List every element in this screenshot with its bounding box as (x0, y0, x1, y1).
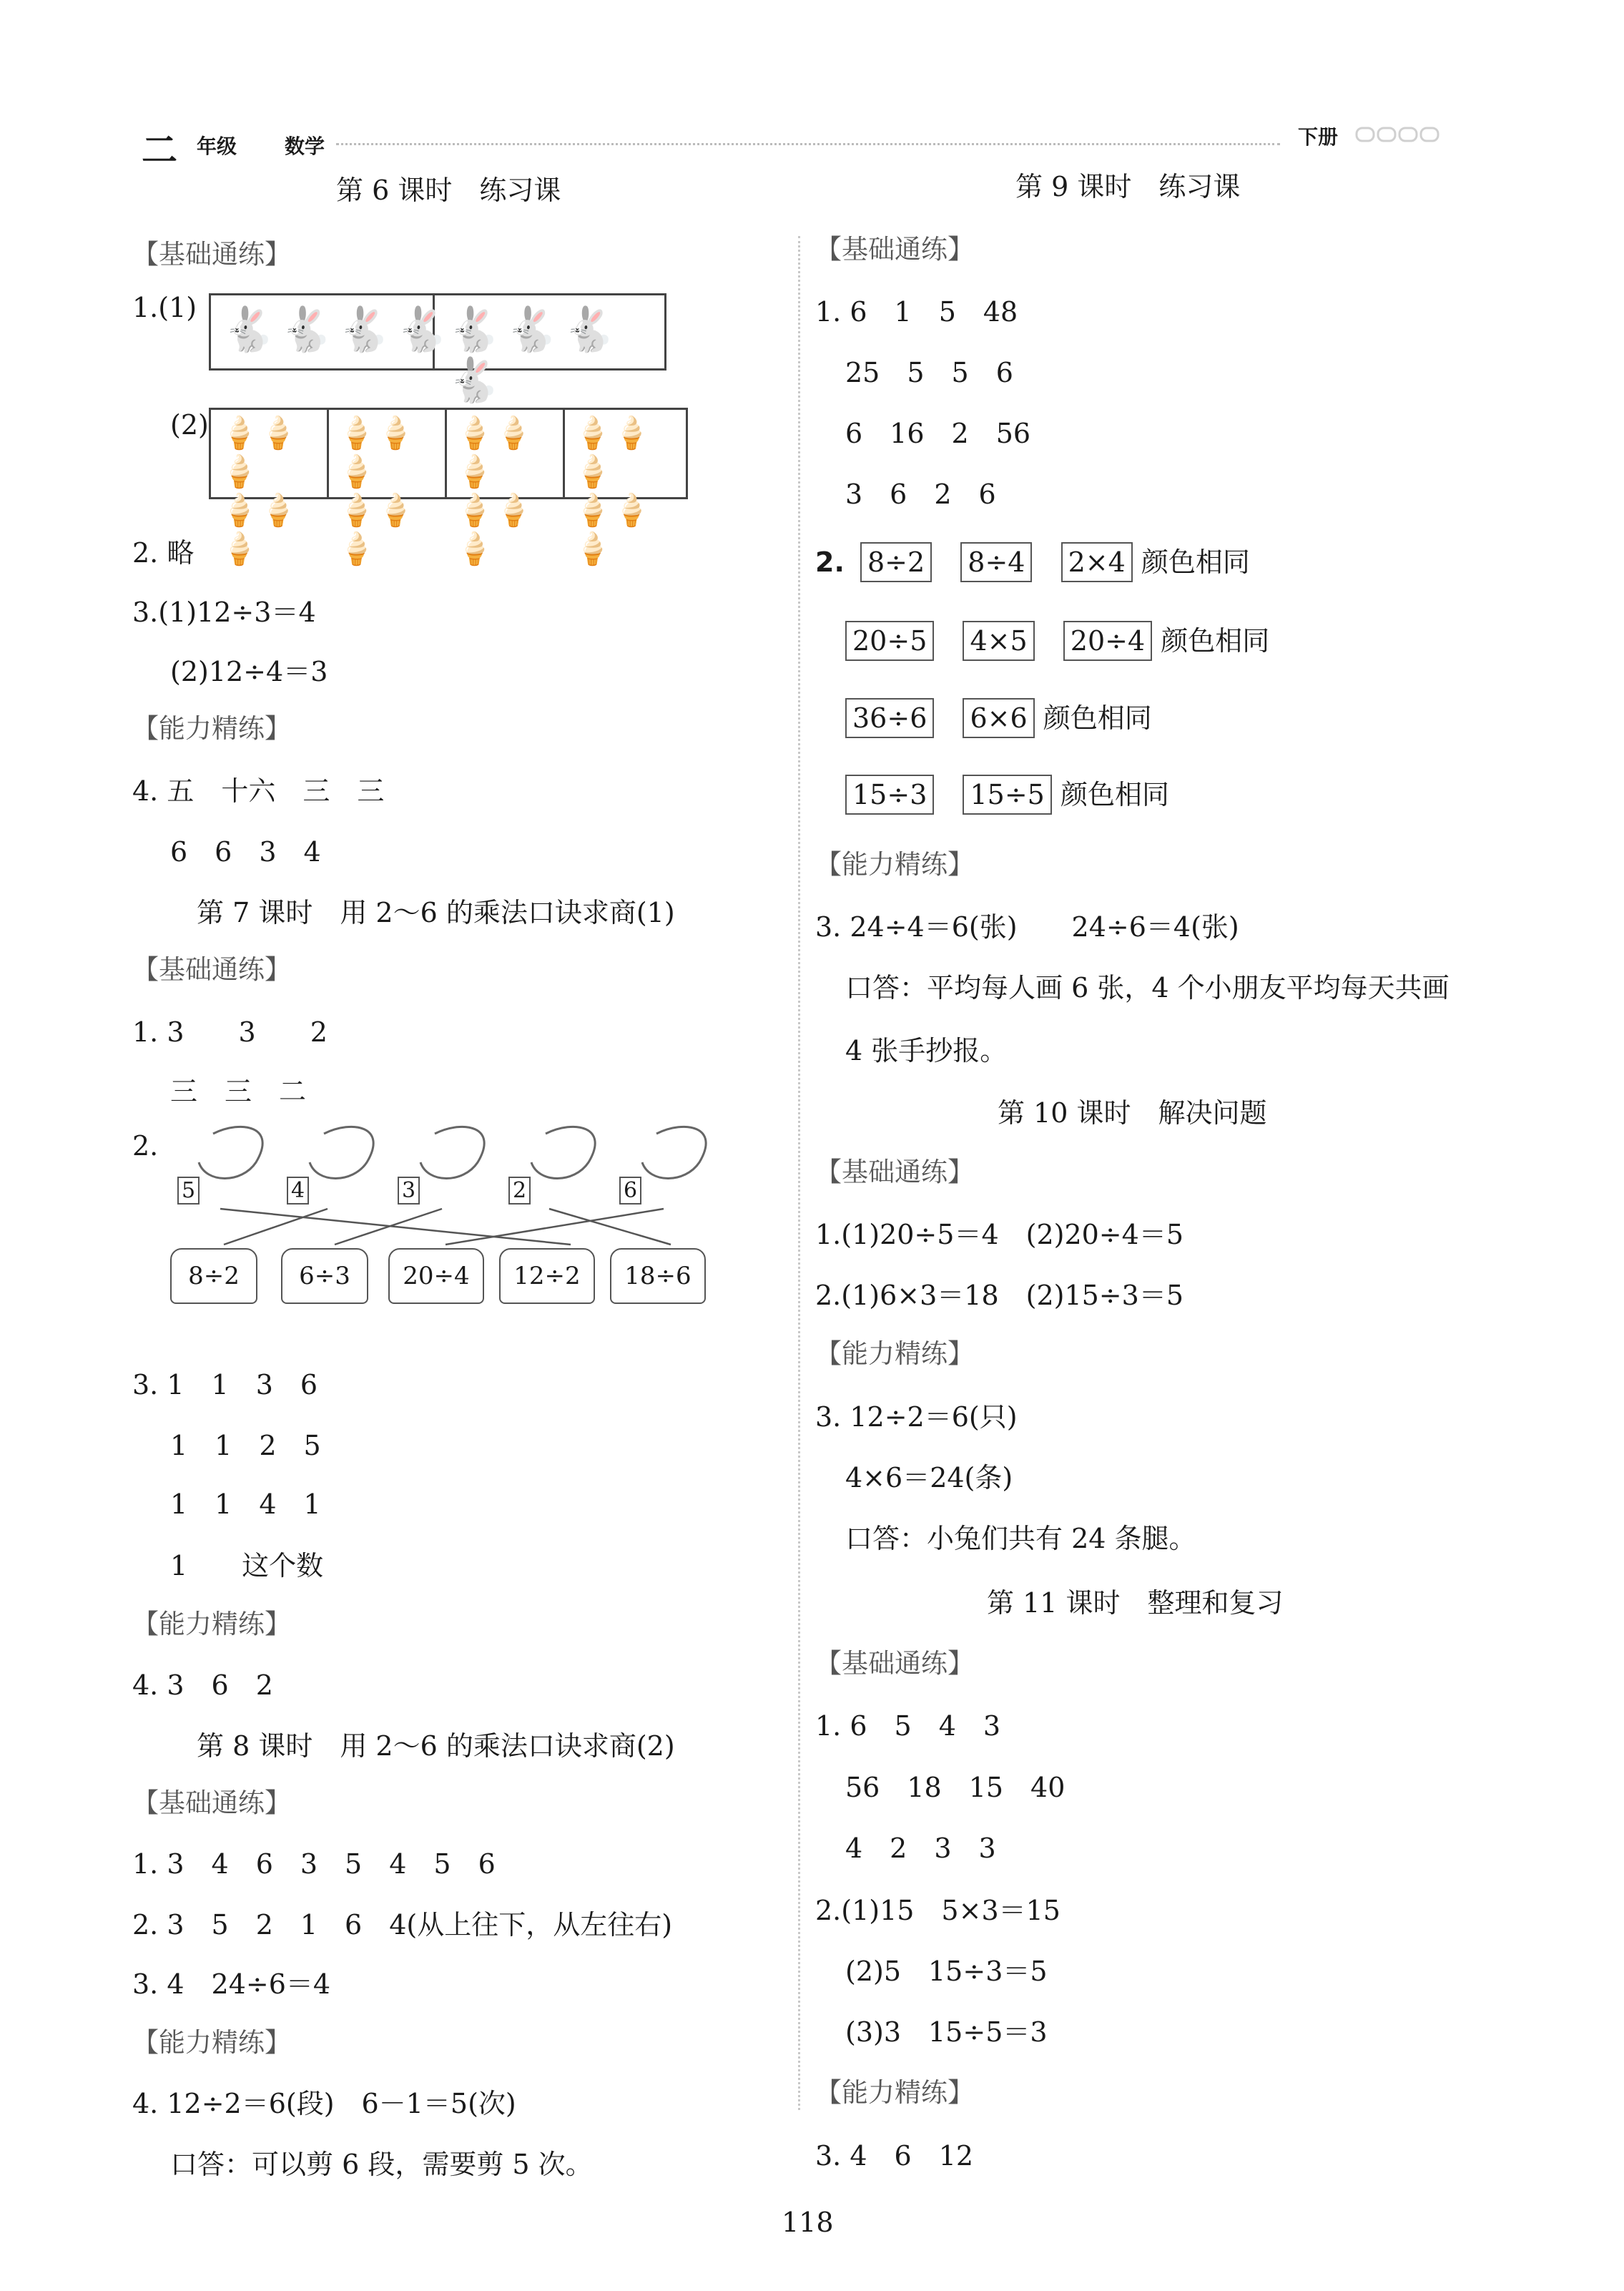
rabbits-picture (209, 293, 666, 406)
same-color-text: 颜色相同 (1060, 779, 1169, 810)
l9-q1a: 1. 6 1 5 48 (815, 296, 1018, 328)
section-ability: 【能力精练】 (132, 2027, 291, 2058)
expression-box: 8÷4 (960, 542, 1032, 582)
section-basic: 【基础通练】 (815, 1157, 974, 1187)
l6-q4a: 4. 五 十六 三 三 (132, 775, 385, 807)
l7-q3c: 1 1 4 1 (170, 1488, 321, 1520)
l8-q4: 4. 12÷2＝6(段) 6－1＝5(次) (132, 2088, 516, 2119)
l11-q2a: 2.(1)15 5×3＝15 (815, 1895, 1060, 1926)
expression-box: 2×4 (1061, 542, 1133, 582)
lesson-7-title: 第 7 课时 用 2～6 的乘法口诀求商(1) (197, 897, 675, 928)
page-number: 118 (782, 2207, 834, 2238)
jar-expression: 8÷2 (170, 1248, 257, 1304)
header-decoration (1355, 125, 1441, 144)
header-grade-label: 年级 (197, 134, 237, 158)
l10-q2: 2.(1)6×3＝18 (2)15÷3＝5 (815, 1280, 1184, 1311)
expression-box: 15÷3 (845, 775, 934, 815)
icecream-icon: 🍦🍦🍦 🍦🍦🍦 (573, 415, 651, 567)
lesson-10-title: 第 10 课时 解决问题 (998, 1097, 1267, 1129)
same-color-text: 颜色相同 (1141, 546, 1250, 578)
icecream-icon: 🍦🍦🍦 🍦🍦🍦 (455, 415, 533, 567)
l9-q2-row3 (845, 696, 1152, 738)
l6-q3a: 3.(1)12÷3＝4 (132, 597, 316, 628)
l9-q3: 3. 24÷4＝6(张) 24÷6＝4(张) (815, 911, 1239, 943)
section-ability: 【能力精练】 (815, 1338, 974, 1369)
expression-box: 20÷5 (845, 621, 934, 661)
lesson-11-title: 第 11 课时 整理和复习 (987, 1587, 1284, 1619)
icecream-picture (209, 408, 688, 567)
l11-q1c: 4 2 3 3 (845, 1833, 996, 1864)
section-basic: 【基础通练】 (815, 1648, 974, 1679)
l10-q3b: 4×6＝24(条) (845, 1462, 1013, 1493)
dove-icon (531, 1127, 595, 1178)
jar-expression: 20÷4 (388, 1248, 484, 1304)
l11-q1a: 1. 6 5 4 3 (815, 1710, 1001, 1742)
l8-q1: 1. 3 4 6 3 5 4 5 6 (132, 1848, 496, 1880)
l11-q2b: (2)5 15÷3＝5 (845, 1956, 1048, 1987)
header-grade: 二 (142, 129, 177, 171)
section-basic: 【基础通练】 (132, 239, 291, 270)
section-ability: 【能力精练】 (815, 2077, 974, 2108)
l9-q1b: 25 5 5 6 (845, 357, 1013, 388)
l9-q1c: 6 16 2 56 (845, 418, 1031, 449)
section-ability: 【能力精练】 (815, 849, 974, 880)
envelope-number: 5 (177, 1177, 200, 1205)
l9-answer-1: 口答：平均每人画 6 张，4 个小朋友平均每天共画 (845, 972, 1450, 1004)
l7-q1b: 三 三 二 (170, 1076, 307, 1107)
header-subject: 数学 (285, 134, 325, 158)
l7-q3d: 1 这个数 (170, 1550, 324, 1581)
l7-q3b: 1 1 2 5 (170, 1430, 321, 1461)
jar-expression: 12÷2 (499, 1248, 595, 1304)
l8-q3: 3. 4 24÷6＝4 (132, 1968, 331, 2000)
dove-icon (642, 1127, 706, 1178)
l6-q2: 2. 略 (132, 537, 195, 569)
l10-q1: 1.(1)20÷5＝4 (2)20÷4＝5 (815, 1219, 1184, 1250)
l10-answer: 口答：小兔们共有 24 条腿。 (845, 1523, 1196, 1554)
dove-icon (310, 1127, 373, 1178)
lesson-9-title: 第 9 课时 练习课 (1015, 171, 1241, 202)
icecream-icon: 🍦🍦🍦 🍦🍦🍦 (337, 415, 415, 567)
section-basic: 【基础通练】 (132, 1787, 291, 1818)
l9-q2-row4 (845, 772, 1169, 815)
expression-box: 36÷6 (845, 698, 934, 738)
l11-q1b: 56 18 15 40 (845, 1772, 1066, 1803)
l9-q2-row2 (845, 619, 1269, 661)
same-color-text: 颜色相同 (1161, 625, 1270, 657)
expression-box: 8÷2 (860, 542, 932, 582)
lesson-6-title: 第 6 课时 练习课 (336, 175, 561, 206)
l7-q2: 2. (132, 1130, 159, 1162)
l8-answer: 口答：可以剪 6 段，需要剪 5 次。 (170, 2149, 593, 2180)
l9-q2-number: 2. (815, 546, 845, 578)
envelope-number: 3 (398, 1177, 420, 1205)
section-basic: 【基础通练】 (132, 954, 291, 985)
lesson-8-title: 第 8 课时 用 2～6 的乘法口诀求商(2) (197, 1730, 675, 1762)
dove-icon (420, 1127, 484, 1178)
section-basic: 【基础通练】 (815, 234, 974, 265)
jar-expression: 18÷6 (610, 1248, 706, 1304)
icecream-icon: 🍦🍦🍦 🍦🍦🍦 (220, 415, 298, 567)
l8-q2: 2. 3 5 2 1 6 4(从上往下，从左往右) (132, 1909, 673, 1941)
l7-q1a: 1. 3 3 2 (132, 1016, 328, 1048)
expression-box: 20÷4 (1063, 621, 1152, 661)
dove-icon (199, 1127, 262, 1178)
expression-box: 6×6 (963, 698, 1034, 738)
jar-expression: 6÷3 (281, 1248, 368, 1304)
rabbit-icon: 🐇🐇🐇🐇 (222, 305, 453, 355)
expression-box: 15÷5 (963, 775, 1051, 815)
column-divider (798, 236, 800, 2110)
l9-q2-row1 (815, 540, 1250, 582)
l6-q4b: 6 6 3 4 (170, 836, 321, 868)
l10-q3a: 3. 12÷2＝6(只) (815, 1401, 1018, 1433)
header-volume: 下册 (1298, 125, 1339, 149)
section-ability: 【能力精练】 (132, 713, 291, 744)
l6-q1-1: 1.(1) (132, 292, 197, 323)
l7-q3a: 3. 1 1 3 6 (132, 1369, 318, 1400)
l9-answer-2: 4 张手抄报。 (845, 1035, 1008, 1066)
rabbit-icon: 🐇🐇🐇🐇 (447, 305, 621, 406)
l6-q1-2: (2) (170, 409, 209, 441)
envelope-number: 2 (508, 1177, 531, 1205)
matching-diagram (170, 1119, 728, 1313)
same-color-text: 颜色相同 (1043, 702, 1152, 734)
expression-box: 4×5 (963, 621, 1034, 661)
l11-q2c: (3)3 15÷5＝3 (845, 2016, 1048, 2048)
section-ability: 【能力精练】 (132, 1609, 291, 1639)
envelope-number: 4 (287, 1177, 309, 1205)
l6-q3b: (2)12÷4＝3 (170, 656, 328, 687)
header-rule (336, 143, 1280, 145)
chain-ornament-icon (1355, 125, 1441, 144)
l9-q1d: 3 6 2 6 (845, 479, 996, 510)
l7-q4: 4. 3 6 2 (132, 1669, 273, 1701)
envelope-number: 6 (619, 1177, 641, 1205)
l11-q3: 3. 4 6 12 (815, 2140, 974, 2172)
